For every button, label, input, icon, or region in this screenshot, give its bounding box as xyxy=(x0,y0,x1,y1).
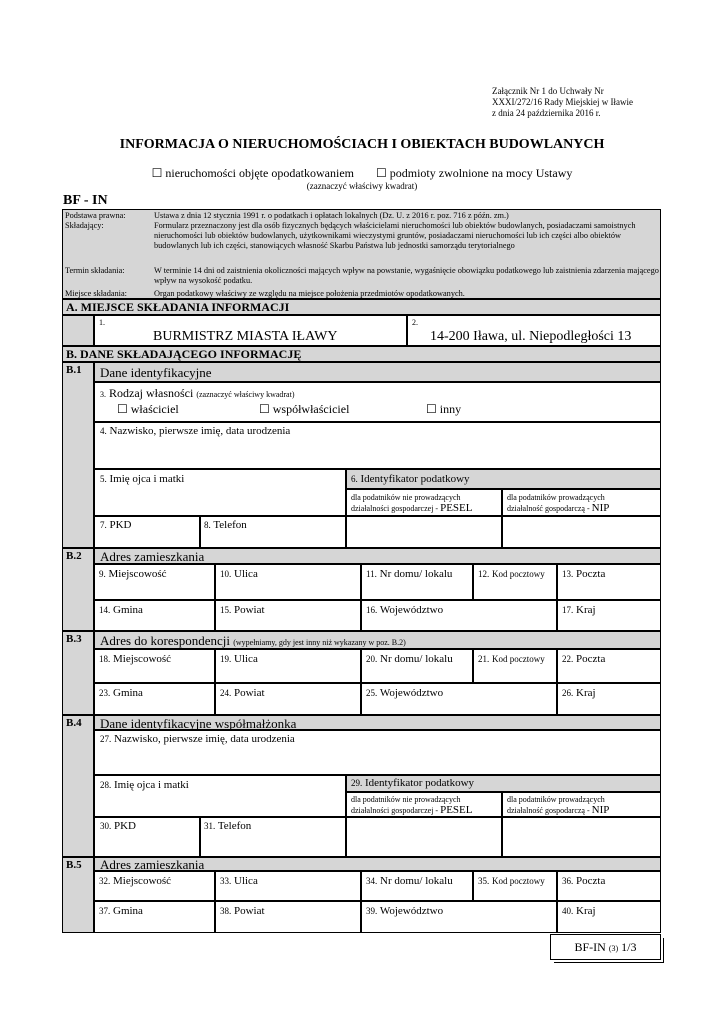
address-field-num: 15. xyxy=(220,605,232,615)
checkbox-co-owner[interactable]: ☐ współwłaściciel xyxy=(259,402,350,416)
address-field-label: Kraj xyxy=(576,905,596,917)
field-31-num: 31. xyxy=(204,821,216,831)
field-3-label: Rodzaj własności xyxy=(109,386,194,400)
address-field[interactable] xyxy=(94,600,215,631)
field-6-header xyxy=(346,469,661,489)
address-field[interactable] xyxy=(361,649,473,683)
field-31-label: Telefon xyxy=(217,820,252,832)
address-field-label: Gmina xyxy=(113,687,143,699)
address-field-label: Miejscowość xyxy=(113,653,172,665)
address-field-num: 34. xyxy=(366,876,378,886)
field-5-label: Imię ojca i matki xyxy=(109,473,185,485)
field-7-label: PKD xyxy=(109,519,132,531)
legal-basis-label: Podstawa prawna: xyxy=(65,211,126,220)
address-field[interactable] xyxy=(94,564,215,600)
address-field[interactable] xyxy=(94,683,215,715)
b5-header xyxy=(94,857,661,871)
b3-hint: (wypełniamy, gdy jest inny niż wykazany w poz. B.2) xyxy=(233,638,406,647)
section-a-gutter xyxy=(62,315,94,346)
place-text: Organ podatkowy właściwy ze względu na miejsce położenia przedmiotów opodatkowanych. xyxy=(154,289,465,298)
field-6-num: 6. xyxy=(351,474,358,484)
address-field[interactable] xyxy=(94,871,215,901)
address-field-label: Województwo xyxy=(379,604,444,616)
address-field-label: Ulica xyxy=(234,875,258,887)
address-field-num: 16. xyxy=(366,605,378,615)
field-29-nip-input[interactable] xyxy=(502,817,661,857)
address-field-num: 13. xyxy=(562,569,574,579)
address-field-num: 11. xyxy=(366,569,377,579)
tax-office-address: 14-200 Iława, ul. Niepodległości 13 xyxy=(430,329,632,344)
pesel-hint-2: działalności gospodarczej - xyxy=(351,504,439,513)
address-field-label: Nr domu/ lokalu xyxy=(379,568,453,580)
address-field-num: 32. xyxy=(99,876,111,886)
checkbox-exempt-entities[interactable]: ☐ podmioty zwolnione na mocy Ustawy xyxy=(375,166,573,180)
address-field[interactable] xyxy=(361,871,473,901)
field-28-num: 28. xyxy=(100,780,112,790)
address-field-num: 22. xyxy=(562,654,574,664)
pesel-code: PESEL xyxy=(440,502,473,514)
field-27-name[interactable] xyxy=(94,730,661,775)
address-field-num: 9. xyxy=(99,569,106,579)
address-field-num: 35. xyxy=(478,876,490,886)
footer-version: (3) xyxy=(608,944,619,953)
address-field-num: 33. xyxy=(220,876,232,886)
pesel-hint-1: dla podatników nie prowadzących xyxy=(351,493,461,502)
field-2 xyxy=(407,315,661,346)
address-field[interactable] xyxy=(557,564,661,600)
b3-gutter xyxy=(62,631,94,715)
address-field-num: 23. xyxy=(99,688,111,698)
address-field-num: 36. xyxy=(562,876,574,886)
nip-hint-1: dla podatników prowadzących xyxy=(507,493,605,502)
field-28-parents[interactable] xyxy=(94,775,346,817)
place-label: Miejsce składania: xyxy=(65,289,127,298)
tax-office-name: BURMISTRZ MIASTA IŁAWY xyxy=(153,329,338,344)
address-field-label: Powiat xyxy=(234,687,265,699)
nip-hint-2: działalność gospodarczą - xyxy=(507,504,590,513)
b2-code: B.2 xyxy=(66,550,82,562)
field-29-header xyxy=(346,775,661,792)
field-29-label: Identyfikator podatkowy xyxy=(365,777,475,789)
checkbox-hint: (zaznaczyć właściwy kwadrat) xyxy=(306,181,418,191)
checkbox-other[interactable]: ☐ inny xyxy=(426,402,462,416)
b1-header xyxy=(94,362,661,382)
page-footer xyxy=(550,934,661,960)
pesel-hint-2: działalności gospodarczej - xyxy=(351,806,439,815)
field-3-hint: (zaznaczyć właściwy kwadrat) xyxy=(196,390,295,399)
field-27-label: Nazwisko, pierwsze imię, data urodzenia xyxy=(114,733,295,745)
field-29-nip xyxy=(502,792,661,817)
annex-note xyxy=(492,86,692,119)
b3-code: B.3 xyxy=(66,633,82,645)
b4-header xyxy=(94,715,661,730)
b4-title: Dane identyfikacyjne współmałżonka xyxy=(100,716,297,731)
address-field[interactable] xyxy=(361,600,557,631)
filer-label: Składający: xyxy=(65,221,104,230)
field-28-label: Imię ojca i matki xyxy=(114,779,189,791)
b3-title: Adres do korespondencji xyxy=(100,633,230,648)
address-field-label: Gmina xyxy=(113,604,143,616)
address-field-num: 19. xyxy=(220,654,232,664)
b2-header xyxy=(94,548,661,564)
address-field[interactable] xyxy=(557,901,661,933)
address-field-label: Nr domu/ lokalu xyxy=(380,875,453,887)
field-6-label: Identyfikator podatkowy xyxy=(360,473,470,485)
b5-gutter xyxy=(62,857,94,933)
b2-title: Adres zamieszkania xyxy=(100,549,205,564)
field-30-num: 30. xyxy=(100,821,112,831)
field-1 xyxy=(94,315,407,346)
field-8-label: Telefon xyxy=(213,519,247,531)
nip-hint-2: działalność gospodarczą - xyxy=(507,806,590,815)
address-field-label: Kod pocztowy xyxy=(492,876,545,886)
address-field-label: Miejscowość xyxy=(113,875,172,887)
address-field-num: 38. xyxy=(220,906,232,916)
form-title: INFORMACJA O NIERUCHOMOŚCIACH I OBIEKTACH BUDOWLANYCH xyxy=(119,137,605,152)
b1-title: Dane identyfikacyjne xyxy=(100,365,212,380)
address-field-label: Nr domu/ lokalu xyxy=(380,653,453,665)
b5-title: Adres zamieszkania xyxy=(100,857,205,872)
filer-text: Formularz przeznaczony jest dla osób fizycznych będących właścicielami nieruchomości lub obiektów budowlanych, posiadaczami samoistnych nieruchomości lub obiektów budowlanych, użytkownikami wieczystymi gruntów, posiadaczami nieruchomości lub ich części albo obiektów budowlanych lub ich części, stanowiących własność Skarbu Państwa lub jednostki samorządu terytorialnego xyxy=(154,221,636,250)
info-block xyxy=(62,209,661,299)
address-field-num: 40. xyxy=(562,906,574,916)
field-30-label: PKD xyxy=(114,820,137,832)
address-field-label: Kraj xyxy=(576,687,596,699)
pesel-code: PESEL xyxy=(440,804,473,816)
subject-checkboxes xyxy=(0,166,724,181)
field-4-label: Nazwisko, pierwsze imię, data urodzenia xyxy=(109,425,291,437)
address-field-label: Powiat xyxy=(234,905,265,917)
b1-code: B.1 xyxy=(66,364,82,376)
nip-hint-1: dla podatników prowadzących xyxy=(507,795,605,804)
field-6-nip-input[interactable] xyxy=(502,516,661,548)
section-b-header: B. DANE SKŁADAJĄCEGO INFORMACJĘ xyxy=(62,346,661,362)
field-7-num: 7. xyxy=(100,520,107,530)
address-field[interactable] xyxy=(215,564,361,600)
address-field-num: 24. xyxy=(220,688,232,698)
address-field-num: 39. xyxy=(366,906,378,916)
address-field-label: Ulica xyxy=(234,653,258,665)
field-8-phone[interactable] xyxy=(200,516,346,548)
field-2-num: 2. xyxy=(412,318,418,327)
address-field-label: Kraj xyxy=(576,604,596,616)
address-field-label: Województwo xyxy=(379,905,444,917)
pesel-hint-1: dla podatników nie prowadzących xyxy=(351,795,461,804)
address-field-label: Poczta xyxy=(576,653,606,665)
footer-code: BF-IN xyxy=(574,940,606,954)
address-field-label: Kod pocztowy xyxy=(492,654,545,664)
address-field-label: Poczta xyxy=(576,875,606,887)
address-field[interactable] xyxy=(215,600,361,631)
b3-header xyxy=(94,631,661,649)
address-field[interactable] xyxy=(557,871,661,901)
field-8-num: 8. xyxy=(204,520,211,530)
field-29-pesel xyxy=(346,792,502,817)
field-7-pkd[interactable] xyxy=(94,516,200,548)
address-field-label: Ulica xyxy=(234,568,258,580)
field-31-phone[interactable] xyxy=(200,817,346,857)
field-4-name[interactable] xyxy=(94,422,661,469)
address-field-num: 17. xyxy=(562,605,574,615)
address-field[interactable] xyxy=(473,649,557,683)
field-6-nip xyxy=(502,489,661,516)
field-4-num: 4. xyxy=(100,426,107,436)
checkbox-taxed-property[interactable]: ☐ nieruchomości objęte opodatkowaniem xyxy=(151,166,354,180)
address-field-num: 21. xyxy=(478,654,490,664)
address-field[interactable] xyxy=(215,901,361,933)
address-field[interactable] xyxy=(473,564,557,600)
address-field-num: 20. xyxy=(366,654,378,664)
annex-line: z dnia 24 października 2016 r. xyxy=(492,108,601,118)
field-6-pesel xyxy=(346,489,502,516)
b5-code: B.5 xyxy=(66,859,82,871)
field-27-num: 27. xyxy=(100,734,112,744)
field-5-num: 5. xyxy=(100,474,107,484)
address-field-num: 25. xyxy=(366,688,378,698)
field-5-parents[interactable] xyxy=(94,469,346,516)
address-field[interactable] xyxy=(215,871,361,901)
address-field[interactable] xyxy=(557,649,661,683)
field-6-pesel-input[interactable] xyxy=(346,516,502,548)
address-field[interactable] xyxy=(215,649,361,683)
address-field-num: 10. xyxy=(220,569,232,579)
field-3-num: 3. xyxy=(100,390,106,399)
nip-code: NIP xyxy=(591,804,610,816)
address-field-label: Powiat xyxy=(234,604,265,616)
deadline-label: Termin składania: xyxy=(65,266,125,275)
checkbox-owner[interactable]: ☐ właściciel xyxy=(117,402,179,416)
legal-basis-text: Ustawa z dnia 12 stycznia 1991 r. o podatkach i opłatach lokalnych (Dz. U. z 2016 r. poz. 716 z późn. zm.) xyxy=(154,211,509,220)
form-code: BF - IN xyxy=(63,193,108,208)
address-field[interactable] xyxy=(215,683,361,715)
address-field[interactable] xyxy=(361,564,473,600)
address-field[interactable] xyxy=(361,901,557,933)
address-field[interactable] xyxy=(473,871,557,901)
address-field-num: 26. xyxy=(562,688,574,698)
nip-code: NIP xyxy=(591,502,610,514)
b1-gutter xyxy=(62,362,94,548)
address-field[interactable] xyxy=(557,683,661,715)
form-table xyxy=(62,209,661,917)
address-field[interactable] xyxy=(361,683,557,715)
address-field-label: Poczta xyxy=(576,568,606,580)
field-30-pkd[interactable] xyxy=(94,817,200,857)
deadline-text: W terminie 14 dni od zaistnienia okoliczności mających wpływ na powstanie, wygaśnięcie obowiązku podatkowego lub zaistnienia zdarzenia mającego wpływ na wysokość podatku. xyxy=(154,266,659,285)
b4-code: B.4 xyxy=(66,717,82,729)
address-field-label: Miejscowość xyxy=(108,568,167,580)
address-field[interactable] xyxy=(557,600,661,631)
field-29-num: 29. xyxy=(351,778,363,788)
field-3-ownership xyxy=(94,382,661,422)
address-field-num: 14. xyxy=(99,605,111,615)
address-field-num: 37. xyxy=(99,906,111,916)
annex-line: XXXI/272/16 Rady Miejskiej w Iławie xyxy=(492,97,633,107)
field-29-pesel-input[interactable] xyxy=(346,817,502,857)
footer-page: 1/3 xyxy=(621,940,637,954)
field-1-num: 1. xyxy=(99,318,105,327)
address-field[interactable] xyxy=(94,901,215,933)
b2-gutter xyxy=(62,548,94,631)
b4-gutter xyxy=(62,715,94,857)
address-field-label: Kod pocztowy xyxy=(492,569,545,579)
annex-line: Załącznik Nr 1 do Uchwały Nr xyxy=(492,86,604,96)
address-field-num: 12. xyxy=(478,569,490,579)
address-field-label: Gmina xyxy=(113,905,143,917)
address-field-label: Województwo xyxy=(379,687,444,699)
section-a-header: A. MIEJSCE SKŁADANIA INFORMACJI xyxy=(62,299,661,315)
address-field-num: 18. xyxy=(99,654,111,664)
address-field[interactable] xyxy=(94,649,215,683)
